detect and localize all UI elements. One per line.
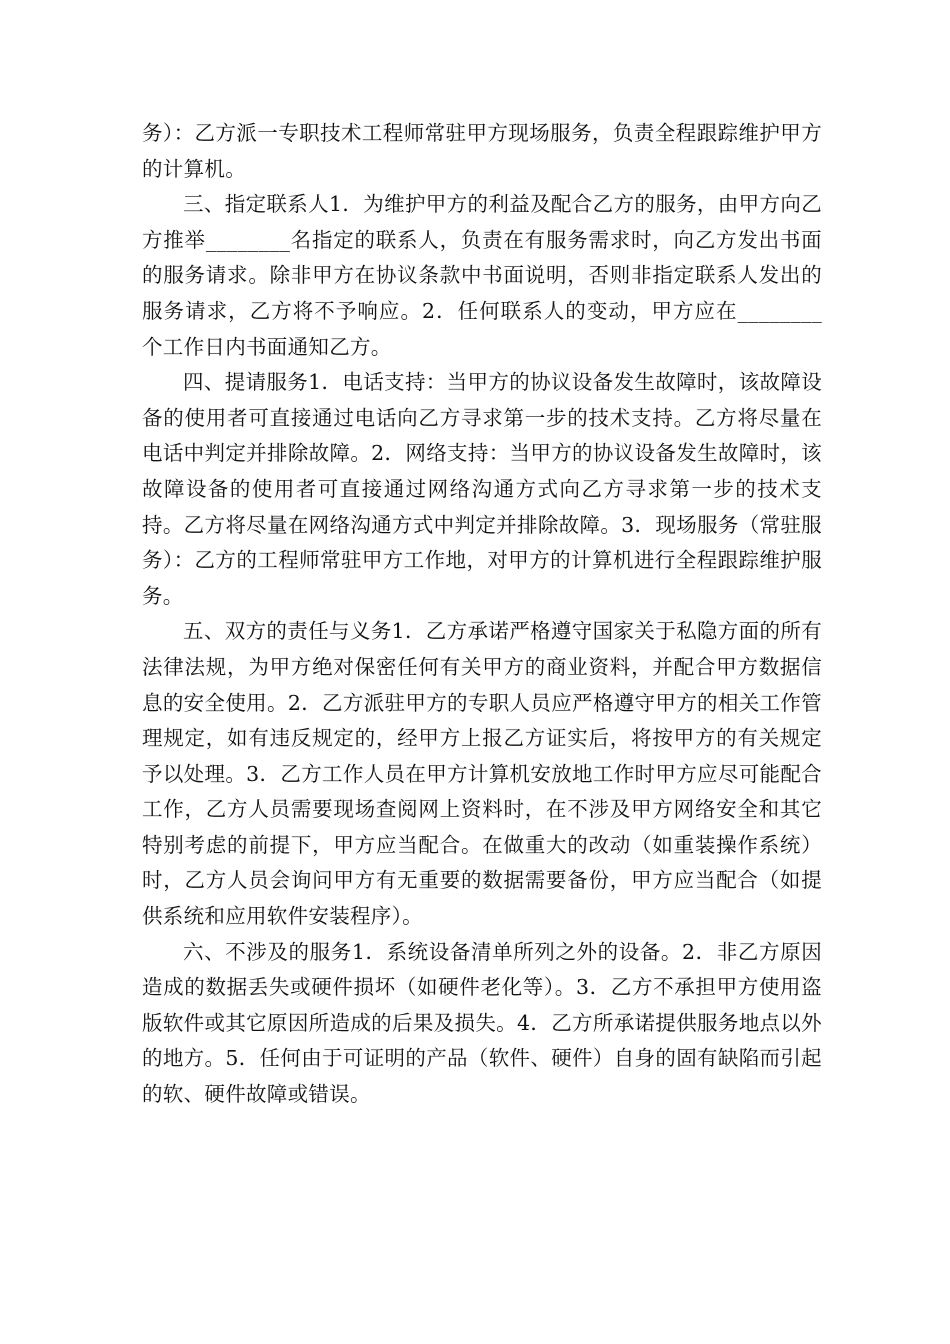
- paragraph-designated-contact: 三、指定联系人1．为维护甲方的利益及配合乙方的服务，由甲方向乙方推举________名指定的联系人，负责在有服务需求时，向乙方发出书面的服务请求。除非甲方在协议条款中书面说明，否则非指定联系人发出的服务请求，乙方将不予响应。2．任何联系人的变动，甲方应在________个工作日内书面通知乙方。: [142, 192, 822, 359]
- paragraph-excluded-services: 六、不涉及的服务1．系统设备清单所列之外的设备。2．非乙方原因造成的数据丢失或硬件损坏（如硬件老化等）。3．乙方不承担甲方使用盗版软件或其它原因所造成的后果及损失。4．乙方所承诺提供服务地点以外的地方。5．任何由于可证明的产品（软件、硬件）自身的固有缺陷而引起的软、硬件故障或错误。: [142, 939, 822, 1107]
- paragraph-responsibilities: 五、双方的责任与义务1．乙方承诺严格遵守国家关于私隐方面的所有法律法规，为甲方绝对保密任何有关甲方的商业资料，并配合甲方数据信息的安全使用。2．乙方派驻甲方的专职人员应严格遵守甲方的相关工作管理规定，如有违反规定的，经甲方上报乙方证实后，将按甲方的有关规定予以处理。3．乙方工作人员在甲方计算机安放地工作时甲方应尽可能配合工作，乙方人员需要现场查阅网上资料时，在不涉及甲方网络安全和其它特别考虑的前提下，甲方应当配合。在做重大的改动（如重装操作系统）时，乙方人员会询问甲方有无重要的数据需要备份，甲方应当配合（如提供系统和应用软件安装程序）。: [142, 619, 822, 929]
- paragraph-service-request: 四、提请服务1．电话支持：当甲方的协议设备发生故障时，该故障设备的使用者可直接通过电话向乙方寻求第一步的技术支持。乙方将尽量在电话中判定并排除故障。2．网络支持：当甲方的协议设备发生故障时，该故障设备的使用者可直接通过网络沟通方式向乙方寻求第一步的技术支持。乙方将尽量在网络沟通方式中判定并排除故障。3．现场服务（常驻服务）：乙方的工程师常驻甲方工作地，对甲方的计算机进行全程跟踪维护服务。: [142, 370, 822, 608]
- paragraph-service-continuation: 务）：乙方派一专职技术工程师常驻甲方现场服务，负责全程跟踪维护甲方的计算机。: [142, 121, 822, 181]
- document-body: [142, 116, 822, 1113]
